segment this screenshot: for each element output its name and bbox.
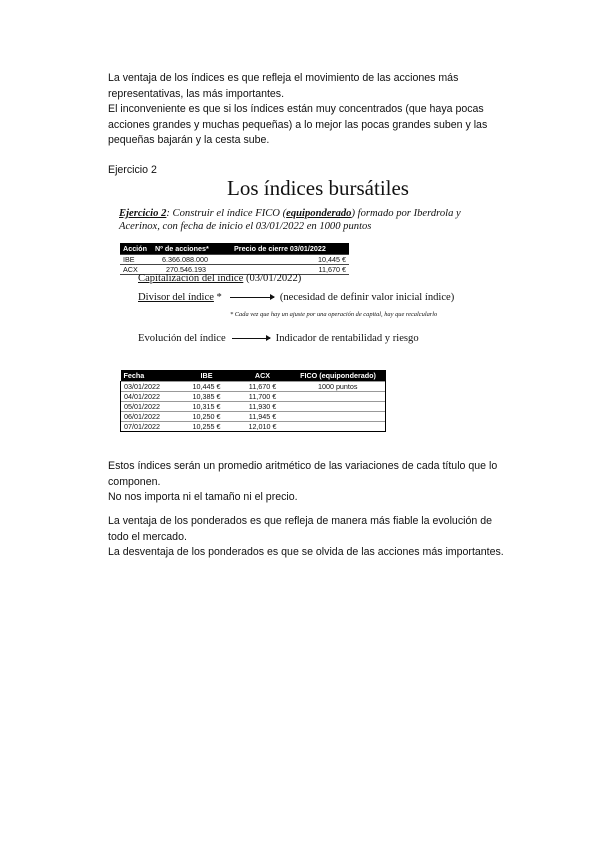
exercise-text: ) formado por Iberdrola y [351,208,461,219]
exercise-statement [119,207,461,233]
exercise-text: : Construir el índice FICO ( [166,208,287,219]
footnote: * Cada vez que hay un ajuste por una operación de capital, hay que recalcularlo [230,311,438,318]
divisor-star: * [213,292,222,303]
table-row [121,412,386,422]
text-line: pequeñas bajarán y la cesta sube. [108,134,270,146]
text-line: Estos índices serán un promedio aritmético de las variaciones de cada título que lo [108,460,498,472]
table-row [121,402,386,412]
divisor-line [138,292,454,303]
table-cell: 12,010 € [235,422,291,432]
table-cell: 1000 puntos [291,382,386,392]
table-cell: 03/01/2022 [121,382,179,392]
table-cell: 10,385 € [179,392,235,402]
table-cell: 11,945 € [235,412,291,422]
arrow-right-icon [232,338,270,339]
col-header: IBE [179,370,235,382]
table-row [121,392,386,402]
exercise-label: Ejercicio 2 [119,208,167,219]
table-cell: 10,445 € [231,255,349,265]
text-line: No nos importa ni el tamaño ni el precio. [108,491,298,503]
weighted-paragraph [108,514,528,561]
text-line: acciones grandes y muchas pequeñas) a lo mejor las pocas grandes suben y las [108,118,488,131]
equally-weighted-paragraph [108,459,528,506]
text-line: La ventaja de los índices es que refleja el movimiento de las acciones más [108,72,459,84]
table-cell: 07/01/2022 [121,422,179,432]
table-cell [291,412,386,422]
text-line: El inconveniente es que si los índices están muy concentrados (que haya pocas [108,103,484,115]
table-cell: 10,255 € [179,422,235,432]
table-cell: 10,315 € [179,402,235,412]
divisor-label: Divisor del índice [138,292,214,303]
col-header: ACX [235,370,291,382]
col-header: Acción [120,243,152,255]
slide-title: Los índices bursátiles [227,176,409,200]
table-cell: ACX [120,265,152,275]
table-cell: 10,445 € [179,382,235,392]
col-header: Fecha [121,370,179,382]
col-header: FICO (equiponderado) [291,370,386,382]
capitalizacion-date: (03/01/2022) [243,273,302,284]
table-cell: 10,250 € [179,412,235,422]
text-line: componen. [108,475,161,488]
table-cell: 11,670 € [235,382,291,392]
col-header: Nº de acciones* [152,243,231,255]
divisor-desc: (necesidad de definir valor inicial índice) [279,292,455,303]
col-header: Precio de cierre 03/01/2022 [231,243,349,255]
table-cell [291,402,386,412]
shares-table [120,243,349,275]
arrow-right-icon [230,297,274,298]
exercise-slide-image [118,176,518,444]
text-line: La ventaja de los ponderados es que refleja de manera más fiable la evolución de [108,515,492,527]
table-cell: 11,700 € [235,392,291,402]
exercise-heading: Ejercicio 2 [108,164,157,176]
table-cell [291,422,386,432]
table-row [121,382,386,392]
table-cell: IBE [120,255,152,265]
table-cell: 270.546.193 [152,265,231,275]
evolucion-line [138,333,419,344]
capitalizacion-label: Capitalización del índice [138,273,244,284]
text-line: representativas, las más importantes. [108,87,285,100]
evolucion-label: Evolución del índice [138,333,226,344]
text-line: todo el mercado. [108,530,187,543]
capitalizacion-line [138,273,301,284]
table-cell: 11,670 € [231,265,349,275]
table-row [120,255,349,265]
table-cell: 11,930 € [235,402,291,412]
table-cell: 05/01/2022 [121,402,179,412]
evolucion-desc: Indicador de rentabilidad y riesgo [275,333,419,344]
table-cell [291,392,386,402]
exercise-keyword: equiponderado [286,208,352,219]
table-cell: 6.366.088.000 [152,255,231,265]
text-line: La desventaja de los ponderados es que se olvida de las acciones más importantes. [108,546,504,558]
table-cell: 06/01/2022 [121,412,179,422]
table-cell: 04/01/2022 [121,392,179,402]
table-row [121,422,386,432]
intro-paragraph [108,71,528,149]
exercise-text-line2: Acerinox, con fecha de inicio el 03/01/2022 en 1000 puntos [119,221,372,232]
index-evolution-table [120,370,386,432]
